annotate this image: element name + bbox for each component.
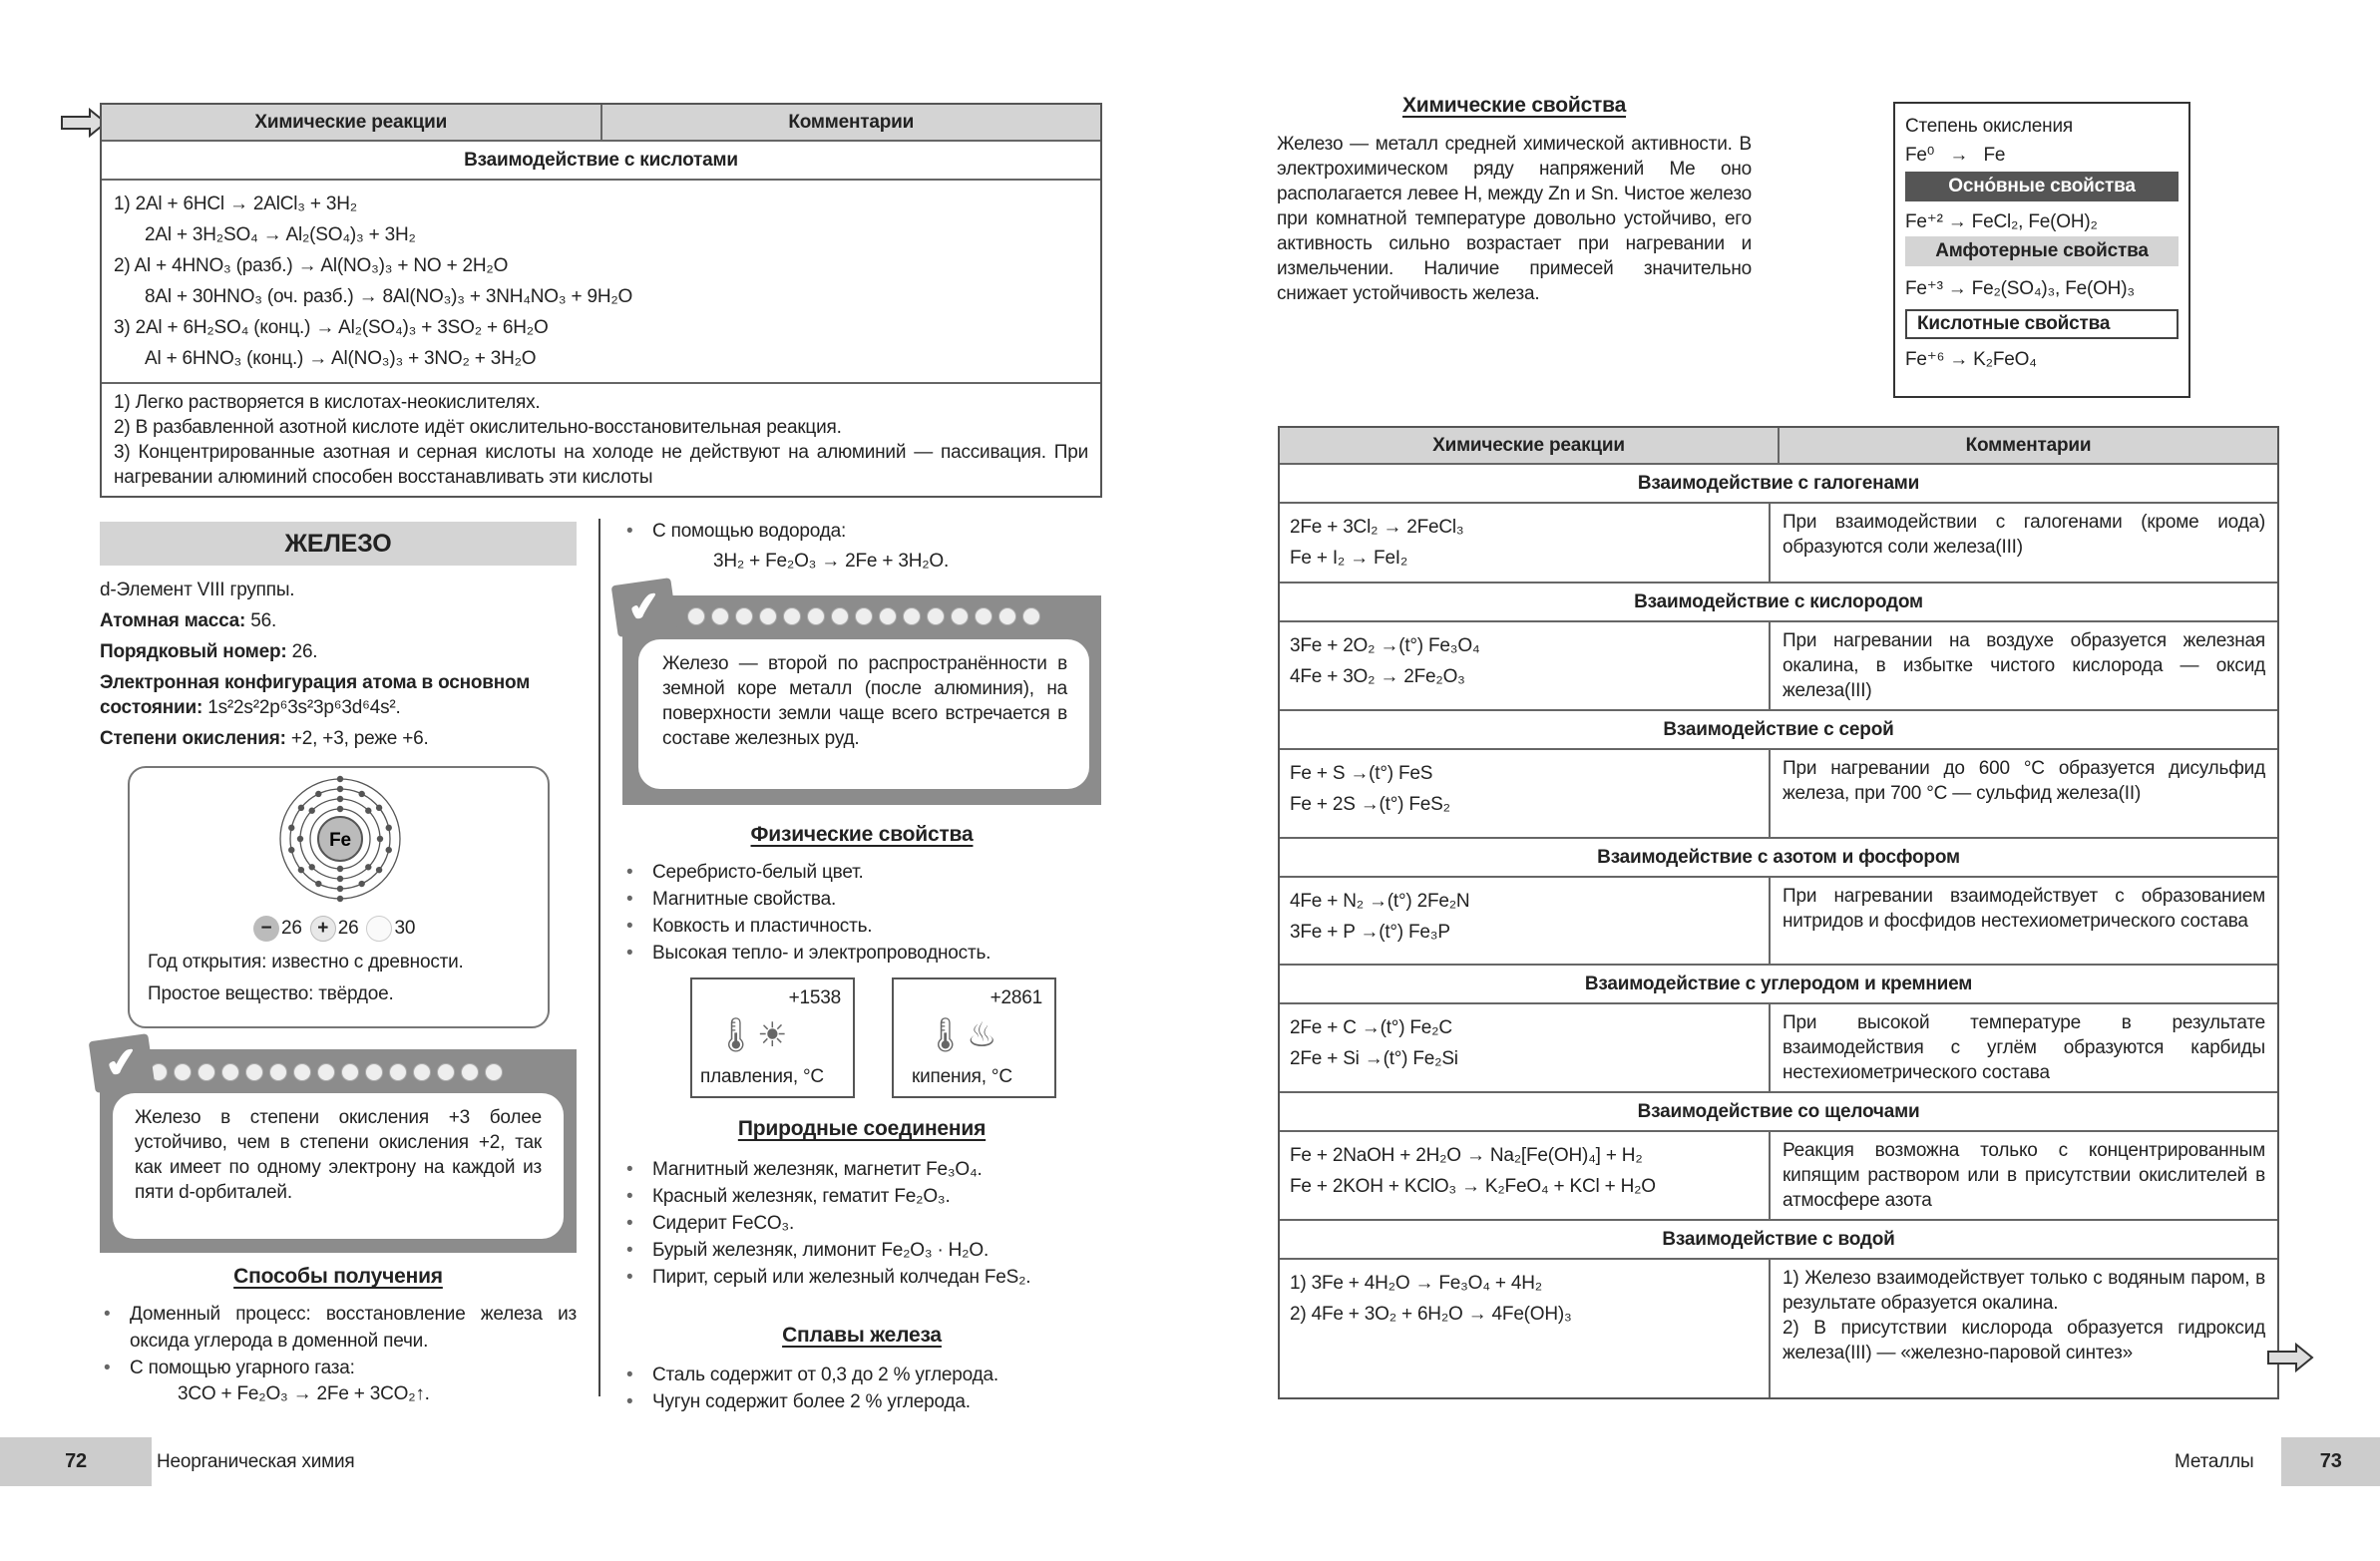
comment-line: При высокой температуре в результате взаимодействия с углём образуются карбиды нестехиометрического состава	[1783, 1012, 2265, 1083]
table-row	[1280, 750, 2277, 839]
natural-list	[622, 1156, 1101, 1291]
chem-props-title: Химические свойства	[1401, 94, 1627, 117]
boiling-pot-icon: 🌡︎♨	[924, 1016, 997, 1054]
oxidation-label: Степени окисления:	[100, 728, 286, 749]
electron-dot	[358, 791, 364, 797]
reaction-line: 1) 3Fe + 4H₂O → Fe₃O₄ + 4H₂	[1290, 1273, 1542, 1294]
note-text: Железо — второй по распространённости в земной коре металл (после алюминия), на поверхности земли чаще всего встречается в составе железных руд.	[638, 639, 1089, 789]
electron-dot	[298, 867, 304, 873]
proton-count: 26	[337, 918, 359, 939]
melting-value: +1538	[788, 987, 841, 1008]
electron-dot	[365, 808, 371, 814]
tip-note-abundance	[622, 595, 1101, 805]
comment-cell	[1771, 1260, 2277, 1397]
section-title: Взаимодействие с кислотами	[102, 142, 1100, 181]
reactions-cell	[1280, 504, 1771, 582]
right-page-footer	[2175, 1437, 2380, 1486]
electron-dot	[337, 806, 343, 812]
list-item: • Бурый железняк, лимонит Fe₂O₃ · H₂O.	[622, 1237, 1101, 1264]
iron-info	[100, 575, 577, 754]
section-title: Взаимодействие с галогенами	[1280, 465, 2277, 504]
electron-dot	[288, 825, 294, 831]
reaction-line: 1) 2Al + 6HCl → 2AlCl₃ + 3H₂	[114, 194, 357, 214]
list-item: • Доменный процесс: восстановление железа из оксида углерода в доменной печи.	[100, 1301, 577, 1355]
comment-line: Реакция возможна только с концентрированным кипящим раствором или в присутствии окислителей в атмосфере азота	[1783, 1140, 2265, 1211]
section-title: Взаимодействие со щелочами	[1280, 1093, 2277, 1132]
reaction-line: 2Fe + 3Cl₂ → 2FeCl₃	[1290, 517, 1464, 538]
electron-icon: −	[253, 916, 279, 942]
section-title: Взаимодействие с азотом и фосфором	[1280, 839, 2277, 878]
fe6-line: Fe⁺⁶ → K₂FeO₄	[1905, 349, 2037, 370]
melting-label: плавления, °C	[700, 1066, 824, 1087]
electron-dot	[358, 881, 364, 887]
comment-line: 3) Концентрированные азотная и серная кислоты на холоде не действуют на алюминий — пассивация. При нагревании алюминий способен восстанавливать эти кислоты	[114, 442, 1088, 488]
oxidation-box-title: Степень окисления	[1905, 116, 2073, 137]
electron-config: 1s²2s²2p⁶3s²3p⁶3d⁶4s².	[207, 697, 401, 718]
comment-line: При нагревании взаимодействует с образованием нитридов и фосфидов нестехиометрического состава	[1783, 886, 2265, 932]
list-item: • Пирит, серый или железный колчедан FeS₂.	[622, 1264, 1101, 1291]
discovery-year: Год открытия: известно с древности.	[148, 952, 464, 973]
running-header: Неорганическая химия	[157, 1450, 355, 1472]
acidic-properties-label: Кислотные свойства	[1905, 309, 2179, 339]
comment-line: 1) Легко растворяется в кислотах-неокислителях.	[114, 392, 541, 413]
simple-substance-state: Простое вещество: твёрдое.	[148, 983, 394, 1004]
alloys-title: Сплавы железа	[782, 1324, 942, 1347]
basic-properties-label: Осно́вные свойства	[1905, 172, 2179, 201]
electron-dot	[376, 867, 382, 873]
electron-dot	[337, 776, 343, 782]
list-item: • Красный железняк, гематит Fe₂O₃.	[622, 1183, 1101, 1210]
electron-dot	[298, 805, 304, 811]
running-header: Металлы	[2175, 1450, 2254, 1472]
proton-icon: +	[310, 916, 336, 942]
electron-dot	[315, 881, 321, 887]
electron-dot	[315, 791, 321, 797]
table-row	[1280, 504, 2277, 584]
table-header	[1280, 428, 2277, 465]
production-list	[100, 1301, 577, 1381]
comment-cell	[1771, 622, 2277, 709]
ordinal-label: Порядковый номер:	[100, 641, 287, 662]
neutron-count: 30	[394, 918, 416, 939]
electron-dot	[288, 847, 294, 853]
section-title: Взаимодействие с серой	[1280, 711, 2277, 750]
atom-shell-diagram-icon	[277, 774, 403, 904]
reactions-cell	[1280, 1260, 1771, 1397]
comment-cell	[1771, 1004, 2277, 1091]
atomic-mass: 56.	[250, 610, 277, 631]
list-item: • Сидерит FeCO₃.	[622, 1210, 1101, 1237]
table-row	[1280, 1132, 2277, 1221]
electron-dot	[297, 836, 303, 842]
reaction-line: 3Fe + 2O₂ →(t°) Fe₃O₄	[1290, 635, 1480, 656]
header-reactions: Химические реакции	[1280, 428, 1780, 463]
iron-reactions-table	[1278, 426, 2279, 1399]
melting-point-card	[690, 977, 855, 1098]
electron-dot	[337, 896, 343, 902]
comment-cell	[1771, 878, 2277, 964]
reaction-line: Fe + 2S →(t°) FeS₂	[1290, 794, 1450, 815]
reaction-line: Fe + 2NaOH + 2H₂O → Na₂[Fe(OH)₄] + H₂	[1290, 1145, 1643, 1166]
fe2-line: Fe⁺² → FeCl₂, Fe(OH)₂	[1905, 211, 2098, 232]
table-row	[1280, 1004, 2277, 1093]
header-comments: Комментарии	[788, 111, 915, 133]
config-label: Электронная конфигурация атома в основном состоянии:	[100, 672, 531, 718]
neutron-icon	[366, 916, 392, 942]
boiling-label: кипения, °C	[912, 1066, 1012, 1087]
atom-symbol: Fe	[329, 830, 351, 851]
chem-props-text: Железо — металл средней химической активности. В электрохимическом ряду напряжений Me оно располагается левее H, между Zn и Sn. Чистое железо при комнатной температуре довольно устойчиво, его активность сильно возрастает при нагревании и измельчении. Наличие примесей значительно снижает устойчивость железа.	[1277, 134, 1752, 304]
electron-dot	[386, 825, 392, 831]
comment-line: 2) В присутствии кислорода образуется гидроксид железа(III) — «железно-паровой синтез»	[1783, 1318, 2265, 1364]
note-text: Железо в степени окисления +3 более устойчиво, чем в степени окисления +2, так как имеет по одному электрону на каждой из пяти d-орбиталей.	[113, 1093, 564, 1239]
electron-dot	[337, 886, 343, 892]
reaction-line: 4Fe + 3O₂ → 2Fe₂O₃	[1290, 666, 1465, 687]
atom-card	[128, 766, 550, 1028]
comment-cell	[1771, 1132, 2277, 1219]
electron-dot	[337, 876, 343, 882]
electron-dot	[309, 808, 315, 814]
header-reactions: Химические реакции	[102, 105, 602, 140]
decorative-dots	[150, 1063, 503, 1081]
comment-line: 1) Железо взаимодействует только с водяным паром, в результате образуется окалина.	[1783, 1268, 2265, 1314]
reaction-line: Fe + I₂ → FeI₂	[1290, 548, 1408, 569]
decorative-dots	[687, 607, 1040, 625]
reaction-line: 2) Al + 4HNO₃ (разб.) → Al(NO₃)₃ + NO + 2H₂O	[114, 255, 509, 276]
reaction-line: Fe + S →(t°) FeS	[1290, 763, 1433, 784]
list-item: • С помощью угарного газа:	[100, 1355, 577, 1381]
physical-title: Физические свойства	[750, 823, 974, 846]
list-item: • Чугун содержит более 2 % углерода.	[622, 1388, 1101, 1415]
reactions-cell	[1280, 1004, 1771, 1091]
comment-line: 2) В разбавленной азотной кислоте идёт окислительно-восстановительная реакция.	[114, 417, 842, 438]
electron-dot	[337, 866, 343, 872]
reaction-line: 3) 2Al + 6H₂SO₄ (конц.) → Al₂(SO₄)₃ + 3SO₂ + 6H₂O	[114, 317, 549, 338]
reaction-line: Al + 6HNO₃ (конц.) → Al(NO₃)₃ + 3NO₂ + 3H₂O	[145, 348, 537, 369]
reactions-cell	[1280, 1132, 1771, 1219]
electron-dot	[365, 864, 371, 870]
reaction-line: 4Fe + N₂ →(t°) 2Fe₂N	[1290, 891, 1470, 912]
ordinal: 26.	[291, 641, 318, 662]
reaction-line: 2Al + 3H₂SO₄ → Al₂(SO₄)₃ + 3H₂	[145, 224, 416, 245]
natural-title: Природные соединения	[737, 1117, 987, 1140]
boiling-point-card	[892, 977, 1056, 1098]
comment-line: При нагревании до 600 °C образуется дисульфид железа, при 700 °C — сульфид железа(II)	[1783, 758, 2265, 804]
electron-dot	[337, 786, 343, 792]
column-divider	[598, 519, 600, 1396]
list-item: • Магнитные свойства.	[622, 886, 1101, 913]
comment-cell	[1771, 504, 2277, 582]
checkmark-icon: ✔	[89, 1033, 156, 1093]
continue-arrow-icon	[2266, 1343, 2314, 1372]
section-title: Взаимодействие с кислородом	[1280, 584, 2277, 622]
reactions-cell	[1280, 750, 1771, 837]
reactions-cell	[1280, 878, 1771, 964]
physical-list	[622, 859, 1101, 967]
comment-line: При взаимодействии с галогенами (кроме иода) образуются соли железа(III)	[1783, 512, 2265, 558]
reactions-cell	[1280, 622, 1771, 709]
equation-co: 3CO + Fe₂O₃ → 2Fe + 3CO₂↑.	[178, 1383, 430, 1404]
list-item: • Ковкость и пластичность.	[622, 913, 1101, 940]
electron-dot	[376, 805, 382, 811]
tip-note-oxidation	[100, 1049, 577, 1253]
page-number: 73	[2281, 1437, 2380, 1486]
left-page-footer	[0, 1437, 598, 1486]
list-item: • Сталь содержит от 0,3 до 2 % углерода.	[622, 1362, 1101, 1388]
equation-h2: 3H₂ + Fe₂O₃ → 2Fe + 3H₂O.	[713, 551, 950, 572]
table-row	[1280, 878, 2277, 966]
electron-dot	[377, 836, 383, 842]
production-title: Способы получения	[233, 1265, 443, 1288]
table-header	[102, 105, 1100, 142]
list-item: • С помощью водорода:	[622, 518, 1101, 545]
amphoteric-properties-label: Амфотерные свойства	[1905, 236, 2179, 266]
reaction-line: 2Fe + C →(t°) Fe₂C	[1290, 1017, 1452, 1038]
reactions-cell	[102, 181, 642, 382]
fe0-line: Fe⁰ → Fe	[1905, 145, 2006, 166]
alloys-list	[622, 1362, 1101, 1415]
list-item: • Высокая тепло- и электропроводность.	[622, 940, 1101, 967]
oxidation-state-box	[1893, 102, 2190, 398]
electron-count: 26	[281, 918, 302, 939]
reaction-line: 2) 4Fe + 3O₂ + 6H₂O → 4Fe(OH)₃	[1290, 1304, 1572, 1325]
particle-counts	[253, 916, 415, 942]
iron-title: ЖЕЛЕЗО	[100, 522, 577, 566]
table-row	[1280, 622, 2277, 711]
element-type: d-Элемент VIII группы.	[100, 580, 295, 600]
list-item: • Серебристо-белый цвет.	[622, 859, 1101, 886]
boiling-value: +2861	[990, 987, 1042, 1008]
production-list-cont	[622, 518, 1101, 545]
page-number: 72	[0, 1437, 152, 1486]
section-title: Взаимодействие с углеродом и кремнием	[1280, 966, 2277, 1004]
reaction-line: 2Fe + Si →(t°) Fe₂Si	[1290, 1048, 1458, 1069]
comment-cell	[1771, 750, 2277, 837]
table-row	[1280, 1260, 2277, 1397]
fe3-line: Fe⁺³ → Fe₂(SO₄)₃, Fe(OH)₃	[1905, 278, 2135, 299]
section-title: Взаимодействие с водой	[1280, 1221, 2277, 1260]
electron-dot	[309, 864, 315, 870]
checkmark-icon: ✔	[611, 578, 678, 637]
comments-cell	[102, 384, 1100, 496]
electron-dot	[337, 796, 343, 802]
melting-thermometer-icon: 🌡︎☀	[714, 1016, 788, 1054]
list-item: • Магнитный железняк, магнетит Fe₃O₄.	[622, 1156, 1101, 1183]
header-comments: Комментарии	[1965, 434, 2092, 456]
reaction-line: 3Fe + P →(t°) Fe₃P	[1290, 922, 1450, 943]
oxidation-states: +2, +3, реже +6.	[290, 728, 429, 749]
comment-line: При нагревании на воздухе образуется железная окалина, в избытке чистого кислорода — оксид железа(III)	[1783, 630, 2265, 701]
aluminium-acids-table	[100, 103, 1102, 498]
electron-dot	[386, 847, 392, 853]
atomic-mass-label: Атомная масса:	[100, 610, 246, 631]
reaction-line: Fe + 2KOH + KClO₃ → K₂FeO₄ + KCl + H₂O	[1290, 1176, 1656, 1197]
reaction-line: 8Al + 30HNO₃ (оч. разб.) → 8Al(NO₃)₃ + 3NH₄NO₃ + 9H₂O	[145, 286, 633, 307]
